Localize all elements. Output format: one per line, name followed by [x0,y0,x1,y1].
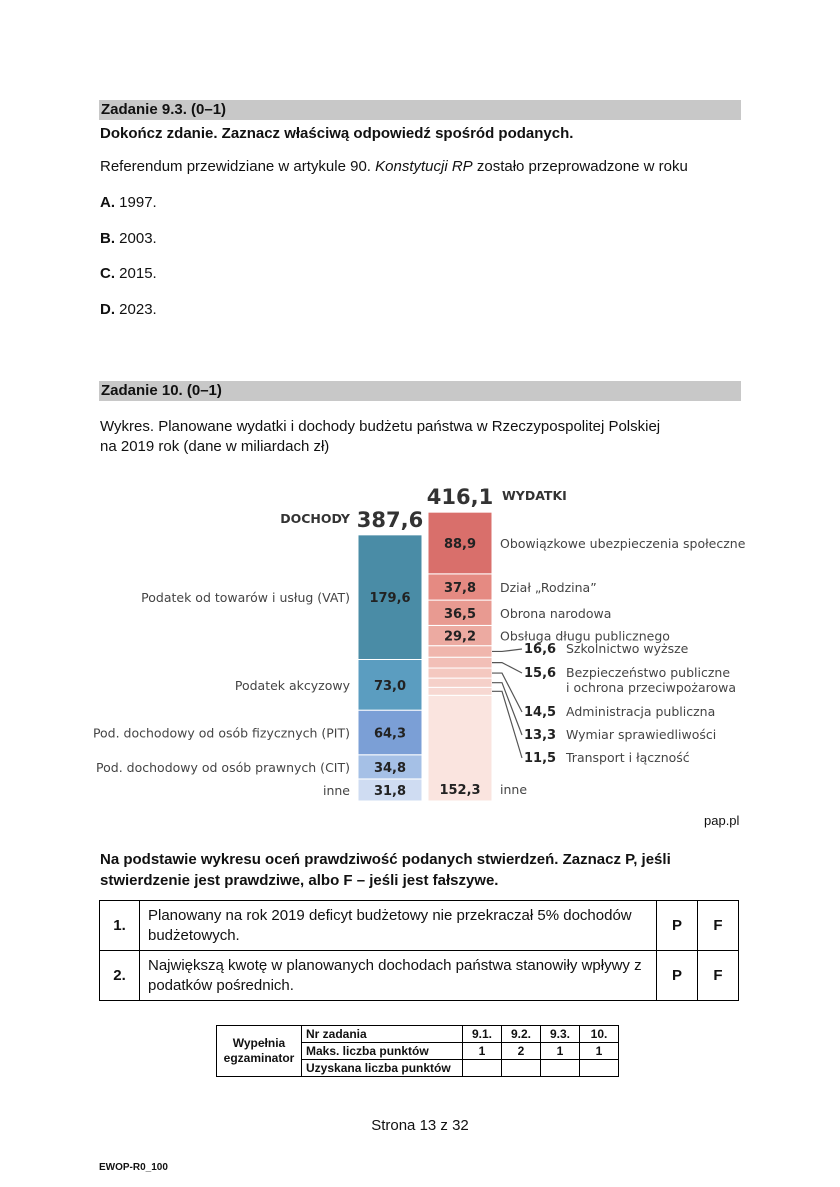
expense-value-label: 29,2 [443,629,477,645]
max-points: 2 [502,1043,541,1060]
obtained-points-cell[interactable] [502,1060,541,1077]
chart-caption-line1: Wykres. Planowane wydatki i dochody budżetu państwa w Rzeczypospolitej Polskiej [100,418,661,435]
expense-category-label: inne [500,782,528,797]
income-category-label: inne [322,782,350,798]
expense-value-label: 36,5 [443,606,477,622]
task-number: 9.1. [463,1026,502,1043]
chart-source: pap.pl [704,813,740,828]
income-value-label: 34,8 [373,760,407,776]
obtained-points-cell[interactable] [463,1060,502,1077]
statement-text: Planowany na rok 2019 deficyt budżetowy nie przekraczał 5% dochodów budżetowych. [140,901,657,951]
examiner-label [217,1026,302,1077]
expense-value-label: 13,3 [524,728,557,743]
option-letter: A. [100,194,115,211]
income-category-label: Pod. dochodowy od osób prawnych (CIT) [96,759,350,775]
option-b[interactable] [100,229,157,249]
expense-category-label: Szkolnictwo wyższe [566,641,689,656]
expense-series-name: WYDATKI [502,488,567,504]
examiner-table [216,1025,619,1077]
task-9-3-header: Zadanie 9.3. (0–1) [99,100,741,120]
option-text: 1997. [115,194,157,211]
examiner-label-line1: Wypełnia [232,1036,286,1050]
task-10-instruction-line1: Na podstawie wykresu oceń prawdziwość podanych stwierdzeń. Zaznacz P, jeśli [100,851,671,868]
max-points: 1 [463,1043,502,1060]
expense-category-label: Bezpieczeństwo publiczne [566,665,731,680]
income-value-label: 64,3 [373,726,407,742]
expense-category-label: Obsługa długu publicznego [500,628,670,644]
expense-value-label: 15,6 [524,666,557,681]
income-value-label: 179,6 [369,591,411,607]
task-10-instruction-line2: stwierdzenie jest prawdziwe, albo F – jeśli jest fałszywe. [100,872,499,889]
obtained-points-cell[interactable] [541,1060,580,1077]
task-9-3-instruction: Dokończ zdanie. Zaznacz właściwą odpowiedź spośród podanych. [100,125,574,142]
expense-category-label: Dział „Rodzina” [500,579,597,595]
answer-p-cell[interactable]: P [657,951,698,1001]
expense-category-label: Administracja publiczna [566,704,716,719]
table-row [100,951,739,1001]
income-value-label: 31,8 [373,783,407,799]
income-value-label: 73,0 [373,678,407,694]
row-label-max: Maks. liczba punktów [302,1043,463,1060]
expense-value-label: 152,3 [439,783,481,798]
task-9-3-stem [100,157,688,177]
page-number: Strona 13 z 32 [371,1117,469,1134]
task-10-header: Zadanie 10. (0–1) [99,381,741,401]
expense-category-label: Obowiązkowe ubezpieczenia społeczne [500,536,746,552]
expense-category-label: Wymiar sprawiedliwości [566,727,717,742]
income-series-name: DOCHODY [280,510,350,526]
table-row [100,901,739,951]
income-total: 387,6 [356,507,424,532]
expense-bar-segment [428,668,492,678]
stem-text: Referendum przewidziane w artykule 90. [100,158,376,175]
option-text: 2003. [115,230,157,247]
income-category-label: Podatek od towarów i usług (VAT) [141,590,350,606]
task-number: 10. [580,1026,619,1043]
expense-value-label: 11,5 [524,751,557,766]
expense-category-label: Obrona narodowa [500,605,612,621]
expense-value-label: 14,5 [524,705,557,720]
option-letter: D. [100,301,115,318]
expense-bar-segment [428,646,492,658]
income-category-label: Podatek akcyzowy [234,677,350,693]
statement-text: Największą kwotę w planowanych dochodach państwa stanowiły wpływy z podatków pośrednich. [140,951,657,1001]
option-letter: C. [100,265,115,282]
budget-chart [0,460,840,810]
true-false-table [99,900,739,1001]
obtained-points-cell[interactable] [580,1060,619,1077]
statement-number: 1. [100,901,140,951]
max-points: 1 [580,1043,619,1060]
answer-p-cell[interactable]: P [657,901,698,951]
task-number: 9.3. [541,1026,580,1043]
option-d[interactable] [100,300,157,320]
income-category-label: Pod. dochodowy od osób fizycznych (PIT) [92,725,350,741]
row-label-task: Nr zadania [302,1026,463,1043]
expense-value-label: 88,9 [443,537,477,553]
expense-value-label: 37,8 [443,580,477,596]
answer-f-cell[interactable]: F [698,901,739,951]
stem-italic: Konstytucji RP [375,158,473,175]
expense-bar-segment [428,687,492,695]
option-text: 2015. [115,265,157,282]
stem-text-end: zostało przeprowadzone w roku [472,158,688,175]
expense-category-label: Transport i łączność [566,750,690,765]
examiner-label-line2: egzaminator [223,1051,295,1065]
leader-line [492,649,522,651]
option-c[interactable] [100,264,157,284]
option-a[interactable] [100,193,157,213]
option-text: 2023. [115,301,157,318]
task-number: 9.2. [502,1026,541,1043]
statement-number: 2. [100,951,140,1001]
expense-bar-segment [428,678,492,687]
answer-f-cell[interactable]: F [698,951,739,1001]
exam-code: EWOP-R0_100 [99,1162,168,1173]
option-letter: B. [100,230,115,247]
max-points: 1 [541,1043,580,1060]
expense-total: 416,1 [426,485,494,510]
row-label-obtained: Uzyskana liczba punktów [302,1060,463,1077]
expense-bar-segment [428,657,492,668]
leader-line [492,663,522,673]
expense-value-label: 16,6 [524,642,557,657]
expense-category-label: i ochrona przeciwpożarowa [566,680,737,695]
chart-caption-line2: na 2019 rok (dane w miliardach zł) [100,438,330,455]
